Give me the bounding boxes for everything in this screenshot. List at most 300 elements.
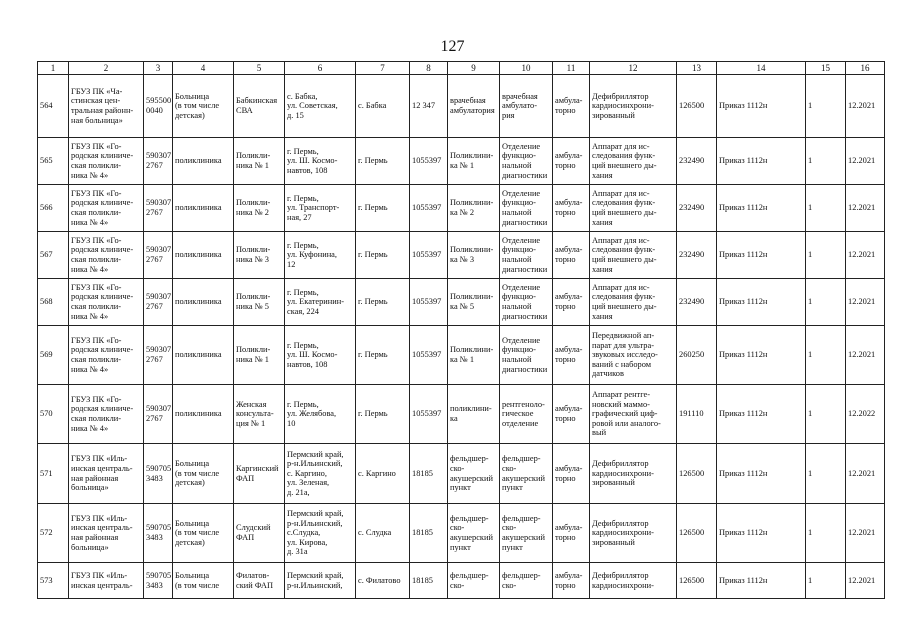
cell-n: [38, 326, 69, 385]
cell-text: Поликлини- ка № 5: [450, 292, 494, 311]
cell-n: [38, 185, 69, 232]
cell-text: 232490: [679, 203, 705, 213]
equipment-table: [37, 61, 885, 599]
cell-text: Дефибриллятор кардиосинхрони-: [592, 570, 654, 590]
cell-text: 18185: [412, 528, 433, 538]
cell-n: [38, 504, 69, 563]
cell-unit: [234, 444, 285, 504]
cell-sub2: [500, 326, 553, 385]
cell-text: ГБУЗ ПК «Го- родская клиниче- ская поликли- ника № 4»: [71, 335, 134, 374]
cell-date: [846, 504, 885, 563]
cell-price: [677, 279, 717, 326]
cell-text: поликлиника: [175, 297, 222, 307]
cell-code: [144, 563, 173, 599]
cell-text: ГБУЗ ПК «Го- родская клиниче- ская поликли- ника № 4»: [71, 394, 134, 433]
cell-address: [285, 75, 356, 138]
column-header: 5: [234, 62, 285, 75]
cell-text: амбула- торно: [555, 151, 583, 170]
cell-sub1: [448, 385, 500, 444]
cell-order: [717, 185, 806, 232]
cell-text: г. Пермь, ул. Екатеринин- ская, 224: [287, 287, 345, 316]
column-header: 2: [69, 62, 144, 75]
column-header: 1: [38, 62, 69, 75]
cell-text: 573: [40, 575, 53, 585]
cell-text: 1055397: [412, 409, 442, 419]
column-header: 4: [173, 62, 234, 75]
cell-org: [69, 504, 144, 563]
cell-text: амбула- торно: [555, 523, 583, 542]
cell-text: 1055397: [412, 297, 442, 307]
cell-n: [38, 279, 69, 326]
cell-sub2: [500, 504, 553, 563]
cell-address: [285, 185, 356, 232]
cell-locality: [356, 232, 410, 279]
cell-text: Аппарат для ис- следования функ- ций внешнего ды- хания: [592, 188, 657, 227]
cell-n: [38, 75, 69, 138]
column-header: 15: [806, 62, 846, 75]
cell-text: амбула- торно: [555, 292, 583, 311]
cell-sub2: [500, 385, 553, 444]
cell-text: Приказ 1112н: [719, 575, 768, 585]
cell-text: 1: [808, 297, 813, 307]
cell-price: [677, 138, 717, 185]
cell-text: Приказ 1112н: [719, 350, 768, 360]
cell-equipment: [590, 504, 677, 563]
cell-sub1: [448, 75, 500, 138]
cell-locality: [356, 185, 410, 232]
cell-care: [553, 504, 590, 563]
cell-date: [846, 563, 885, 599]
cell-locality: [356, 563, 410, 599]
cell-text: 571: [40, 468, 53, 478]
cell-type: [173, 385, 234, 444]
cell-text: 1055397: [412, 350, 442, 360]
cell-unit: [234, 326, 285, 385]
cell-text: Слудский ФАП: [236, 523, 271, 542]
cell-order: [717, 326, 806, 385]
cell-text: 590705 3483: [146, 523, 172, 542]
header-row: [38, 62, 885, 75]
table-row: [38, 232, 885, 279]
cell-text: Поликли- ника № 5: [236, 292, 271, 311]
cell-order: [717, 279, 806, 326]
table-row: [38, 185, 885, 232]
cell-text: 12.2021: [848, 575, 876, 585]
cell-text: 567: [40, 250, 53, 260]
cell-type: [173, 504, 234, 563]
cell-text: 18185: [412, 468, 433, 478]
cell-text: Приказ 1112н: [719, 250, 768, 260]
cell-text: г. Пермь: [358, 250, 388, 260]
cell-text: 12.2021: [848, 156, 876, 166]
cell-date: [846, 138, 885, 185]
cell-equipment: [590, 326, 677, 385]
cell-date: [846, 385, 885, 444]
cell-type: [173, 75, 234, 138]
cell-text: г. Пермь, ул. Куфонина, 12: [287, 240, 337, 269]
cell-text: ГБУЗ ПК «Ча- стинская цен- тральная районн- ная больница»: [71, 86, 134, 125]
cell-unit: [234, 75, 285, 138]
cell-text: 126500: [679, 575, 705, 585]
cell-price: [677, 75, 717, 138]
cell-sub1: [448, 563, 500, 599]
cell-text: г. Пермь: [358, 156, 388, 166]
cell-org: [69, 75, 144, 138]
column-header: 16: [846, 62, 885, 75]
cell-text: врачебная амбулатория: [450, 96, 495, 115]
cell-text: Аппарат для ис- следования функ- ций внешнего ды- хания: [592, 141, 657, 180]
cell-locality: [356, 504, 410, 563]
cell-text: с. Бабка: [358, 101, 387, 111]
cell-text: г. Пермь: [358, 203, 388, 213]
cell-text: Пермский край, р-н.Ильинский,: [287, 570, 344, 590]
cell-care: [553, 138, 590, 185]
cell-address: [285, 279, 356, 326]
cell-text: с. Каргино: [358, 468, 396, 478]
cell-text: Приказ 1112н: [719, 409, 768, 419]
cell-sub1: [448, 138, 500, 185]
cell-text: 1: [808, 528, 813, 538]
cell-sub1: [448, 504, 500, 563]
cell-text: 590307 2767: [146, 198, 172, 217]
cell-pop: [410, 138, 448, 185]
cell-text: Женская консульта- ция № 1: [236, 399, 274, 428]
cell-text: 1: [808, 156, 813, 166]
cell-text: Поликлини- ка № 1: [450, 345, 494, 364]
cell-text: 12.2021: [848, 250, 876, 260]
cell-unit: [234, 279, 285, 326]
cell-text: амбула- торно: [555, 245, 583, 264]
cell-text: 12.2021: [848, 203, 876, 213]
cell-n: [38, 385, 69, 444]
cell-text: Филатов- ский ФАП: [236, 570, 274, 590]
cell-text: Передвижной ап- парат для ультра- звуковых исследо- ваний с набором датчиков: [592, 331, 658, 379]
cell-pop: [410, 326, 448, 385]
cell-code: [144, 232, 173, 279]
cell-text: фельдшер- ско-: [502, 570, 541, 590]
cell-text: ГБУЗ ПК «Го- родская клиниче- ская поликли- ника № 4»: [71, 235, 134, 274]
cell-text: 568: [40, 297, 53, 307]
column-header: 11: [553, 62, 590, 75]
cell-address: [285, 326, 356, 385]
table-row: [38, 75, 885, 138]
cell-text: 12 347: [412, 101, 436, 111]
column-header: 10: [500, 62, 553, 75]
cell-qty: [806, 385, 846, 444]
cell-sub1: [448, 185, 500, 232]
cell-text: амбула- торно: [555, 96, 583, 115]
cell-text: Приказ 1112н: [719, 528, 768, 538]
cell-text: г. Пермь, ул. Ш. Космо- навтов, 108: [287, 340, 338, 369]
cell-text: Пермский край, р-н.Ильинский, с.Слудка, ул. Кирова, д. 31а: [287, 509, 344, 557]
cell-text: Аппарат для ис- следования функ- ций внешнего ды- хания: [592, 282, 657, 321]
cell-org: [69, 279, 144, 326]
cell-order: [717, 444, 806, 504]
cell-sub2: [500, 563, 553, 599]
cell-care: [553, 75, 590, 138]
cell-text: Отделение функцио- нальной диагностики: [502, 141, 548, 180]
cell-text: 595500 0040: [146, 96, 172, 115]
cell-text: 590705 3483: [146, 463, 172, 483]
cell-qty: [806, 185, 846, 232]
cell-text: Дефибриллятор кардиосинхрони- зированный: [592, 91, 654, 120]
cell-text: рентгеноло- гическое отделение: [502, 399, 545, 428]
cell-text: 1055397: [412, 203, 442, 213]
cell-text: амбула- торно: [555, 345, 583, 364]
cell-type: [173, 279, 234, 326]
cell-text: Дефибриллятор кардиосинхрони- зированный: [592, 518, 654, 547]
cell-text: 232490: [679, 250, 705, 260]
cell-care: [553, 279, 590, 326]
cell-equipment: [590, 385, 677, 444]
column-header: 9: [448, 62, 500, 75]
column-header: 8: [410, 62, 448, 75]
cell-text: Поликли- ника № 1: [236, 345, 271, 364]
cell-org: [69, 326, 144, 385]
cell-text: 1055397: [412, 250, 442, 260]
cell-text: 1055397: [412, 156, 442, 166]
cell-qty: [806, 326, 846, 385]
cell-text: 1: [808, 101, 813, 111]
cell-address: [285, 232, 356, 279]
cell-order: [717, 385, 806, 444]
cell-text: поликлиника: [175, 203, 222, 213]
cell-text: Больница (в том числе: [175, 570, 220, 590]
cell-text: с. Слудка: [358, 528, 392, 538]
column-header: 6: [285, 62, 356, 75]
cell-text: 590307 2767: [146, 404, 172, 423]
cell-n: [38, 444, 69, 504]
cell-date: [846, 444, 885, 504]
cell-price: [677, 232, 717, 279]
cell-text: 232490: [679, 156, 705, 166]
cell-qty: [806, 279, 846, 326]
cell-text: Приказ 1112н: [719, 101, 768, 111]
cell-text: 1: [808, 350, 813, 360]
cell-text: г. Пермь, ул. Транспорт- ная, 27: [287, 193, 340, 222]
cell-type: [173, 185, 234, 232]
cell-pop: [410, 75, 448, 138]
cell-sub2: [500, 185, 553, 232]
cell-pop: [410, 279, 448, 326]
cell-equipment: [590, 444, 677, 504]
table-row: [38, 326, 885, 385]
cell-code: [144, 138, 173, 185]
cell-address: [285, 385, 356, 444]
cell-text: Аппарат для ис- следования функ- ций внешнего ды- хания: [592, 235, 657, 274]
cell-equipment: [590, 232, 677, 279]
cell-sub2: [500, 279, 553, 326]
cell-locality: [356, 75, 410, 138]
cell-order: [717, 138, 806, 185]
cell-equipment: [590, 279, 677, 326]
cell-text: 12.2021: [848, 468, 876, 478]
cell-text: 191110: [679, 409, 704, 419]
cell-pop: [410, 444, 448, 504]
cell-care: [553, 563, 590, 599]
cell-org: [69, 138, 144, 185]
cell-qty: [806, 504, 846, 563]
cell-pop: [410, 504, 448, 563]
cell-text: Поликлини- ка № 3: [450, 245, 494, 264]
cell-text: Отделение функцио- нальной диагностики: [502, 335, 548, 374]
cell-text: Каргинский ФАП: [236, 463, 279, 483]
cell-text: 566: [40, 203, 53, 213]
cell-text: Приказ 1112н: [719, 468, 768, 478]
cell-unit: [234, 138, 285, 185]
column-header: 3: [144, 62, 173, 75]
cell-text: г. Пермь, ул. Ш. Космо- навтов, 108: [287, 146, 338, 175]
table-row: [38, 444, 885, 504]
cell-price: [677, 185, 717, 232]
cell-text: 590307 2767: [146, 245, 172, 264]
column-header: 12: [590, 62, 677, 75]
cell-text: ГБУЗ ПК «Иль- инская централь-: [71, 570, 133, 590]
table-row: [38, 385, 885, 444]
column-header: 13: [677, 62, 717, 75]
cell-price: [677, 563, 717, 599]
cell-date: [846, 232, 885, 279]
cell-text: с. Филатово: [358, 575, 401, 585]
cell-address: [285, 504, 356, 563]
table-row: [38, 279, 885, 326]
cell-unit: [234, 504, 285, 563]
cell-text: 1: [808, 203, 813, 213]
cell-locality: [356, 138, 410, 185]
cell-type: [173, 138, 234, 185]
cell-order: [717, 232, 806, 279]
column-header: 14: [717, 62, 806, 75]
cell-type: [173, 326, 234, 385]
cell-code: [144, 185, 173, 232]
cell-sub2: [500, 138, 553, 185]
cell-text: ГБУЗ ПК «Иль- инская централь- ная районная больница»: [71, 513, 133, 552]
cell-text: фельдшер- ско- акушерский пункт: [502, 513, 545, 552]
cell-locality: [356, 385, 410, 444]
cell-qty: [806, 138, 846, 185]
cell-locality: [356, 326, 410, 385]
cell-address: [285, 444, 356, 504]
cell-text: Приказ 1112н: [719, 156, 768, 166]
cell-text: поликлиника: [175, 350, 222, 360]
cell-pop: [410, 185, 448, 232]
cell-text: 1: [808, 468, 813, 478]
cell-type: [173, 444, 234, 504]
cell-order: [717, 75, 806, 138]
cell-text: Бабкинская СВА: [236, 96, 278, 115]
cell-unit: [234, 185, 285, 232]
cell-code: [144, 279, 173, 326]
cell-pop: [410, 563, 448, 599]
cell-text: Поликли- ника № 2: [236, 198, 271, 217]
cell-text: Аппарат рентге- новский маммо- графический циф- ровой или аналого- вый: [592, 390, 661, 438]
cell-price: [677, 385, 717, 444]
cell-text: ГБУЗ ПК «Иль- инская централь- ная районная больница»: [71, 454, 133, 493]
cell-text: врачебная амбулато- рия: [502, 91, 538, 120]
table-row: [38, 563, 885, 599]
cell-text: Отделение функцио- нальной диагностики: [502, 188, 548, 227]
cell-code: [144, 75, 173, 138]
cell-date: [846, 326, 885, 385]
cell-text: Дефибриллятор кардиосинхрони- зированный: [592, 459, 654, 488]
cell-qty: [806, 444, 846, 504]
cell-text: 12.2021: [848, 297, 876, 307]
cell-address: [285, 563, 356, 599]
cell-text: г. Пермь: [358, 350, 388, 360]
cell-text: 590307 2767: [146, 292, 172, 311]
cell-type: [173, 232, 234, 279]
cell-org: [69, 563, 144, 599]
cell-text: 126500: [679, 468, 705, 478]
column-header: 7: [356, 62, 410, 75]
cell-equipment: [590, 75, 677, 138]
cell-sub1: [448, 444, 500, 504]
cell-text: г. Пермь: [358, 409, 388, 419]
cell-n: [38, 563, 69, 599]
cell-price: [677, 504, 717, 563]
cell-qty: [806, 563, 846, 599]
cell-equipment: [590, 185, 677, 232]
cell-equipment: [590, 138, 677, 185]
cell-text: амбула- торно: [555, 198, 583, 217]
cell-text: поликлиника: [175, 409, 222, 419]
cell-text: поликлини- ка: [450, 404, 492, 423]
cell-text: 565: [40, 156, 53, 166]
cell-text: Поликли- ника № 3: [236, 245, 271, 264]
cell-org: [69, 232, 144, 279]
cell-text: Поликлини- ка № 2: [450, 198, 494, 217]
cell-price: [677, 444, 717, 504]
cell-text: г. Пермь: [358, 297, 388, 307]
cell-text: с. Бабка, ул. Советская, д. 15: [287, 91, 338, 120]
cell-org: [69, 185, 144, 232]
cell-unit: [234, 385, 285, 444]
cell-text: Поликлини- ка № 1: [450, 151, 494, 170]
cell-text: Больница (в том числе детская): [175, 91, 220, 120]
cell-care: [553, 326, 590, 385]
cell-text: 1: [808, 250, 813, 260]
cell-text: фельдшер- ско-: [450, 570, 489, 590]
cell-text: поликлиника: [175, 250, 222, 260]
cell-text: 18185: [412, 575, 433, 585]
cell-equipment: [590, 563, 677, 599]
cell-date: [846, 185, 885, 232]
cell-text: 1: [808, 575, 813, 585]
cell-text: 126500: [679, 528, 705, 538]
cell-sub2: [500, 75, 553, 138]
cell-text: Отделение функцио- нальной диагностики: [502, 282, 548, 321]
cell-text: 12.2022: [848, 409, 876, 419]
cell-org: [69, 385, 144, 444]
cell-care: [553, 232, 590, 279]
cell-pop: [410, 232, 448, 279]
cell-care: [553, 385, 590, 444]
cell-org: [69, 444, 144, 504]
cell-pop: [410, 385, 448, 444]
cell-text: 232490: [679, 297, 705, 307]
cell-text: 1: [808, 409, 813, 419]
cell-code: [144, 444, 173, 504]
cell-code: [144, 326, 173, 385]
cell-address: [285, 138, 356, 185]
cell-text: 572: [40, 528, 53, 538]
cell-qty: [806, 232, 846, 279]
cell-text: поликлиника: [175, 156, 222, 166]
cell-unit: [234, 232, 285, 279]
cell-date: [846, 279, 885, 326]
cell-price: [677, 326, 717, 385]
cell-text: 12.2021: [848, 350, 876, 360]
